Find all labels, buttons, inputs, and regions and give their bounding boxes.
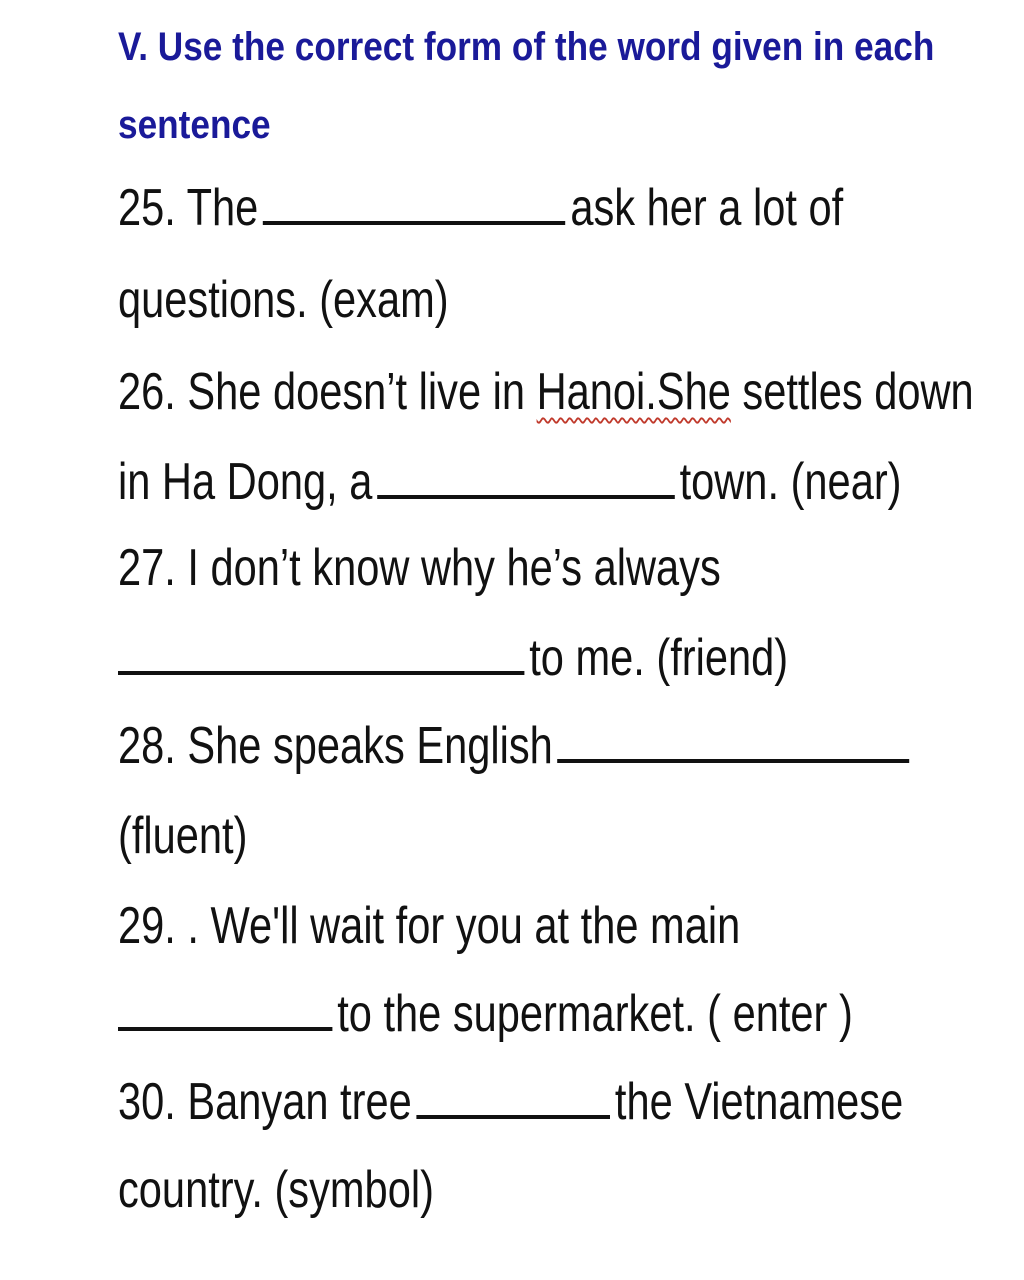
- q25-answer-blank[interactable]: [263, 181, 565, 225]
- question-25-line2: questions. (exam): [118, 271, 449, 329]
- q26-spellcheck-word: Hanoi.She: [536, 363, 731, 421]
- q28-answer-blank[interactable]: [558, 719, 910, 763]
- question-30-line2: country. (symbol): [118, 1161, 434, 1219]
- q30-text-after: the Vietnamese: [614, 1073, 904, 1131]
- question-30-line1: [118, 1058, 903, 1146]
- q27-text-after: to me. (friend): [529, 629, 789, 687]
- question-28-line1: [118, 702, 914, 790]
- question-26-line1: [118, 348, 974, 436]
- q27-answer-blank[interactable]: [118, 631, 524, 675]
- question-27-line1: 27. I don’t know why he’s always: [118, 539, 721, 597]
- q29-answer-blank[interactable]: [118, 987, 332, 1031]
- q29-text-after: to the supermarket. ( enter ): [337, 985, 853, 1043]
- question-27-line2: [118, 614, 788, 702]
- q26-answer-blank[interactable]: [377, 455, 675, 499]
- q26-text-b: settles down: [742, 363, 974, 421]
- question-29-line2: [118, 970, 853, 1058]
- q28-text: 28. She speaks English: [118, 717, 553, 775]
- section-heading-continued: sentence: [118, 103, 271, 147]
- q26-text-after: town. (near): [679, 453, 902, 511]
- q30-text-before: 30. Banyan tree: [118, 1073, 412, 1131]
- q26-text-before: in Ha Dong, a: [118, 453, 373, 511]
- q30-answer-blank[interactable]: [417, 1075, 611, 1119]
- q26-text-a: 26. She doesn’t live in: [118, 363, 526, 421]
- section-heading: V. Use the correct form of the word given in each: [118, 25, 935, 69]
- q25-text-before: 25. The: [118, 179, 259, 237]
- question-28-line2: (fluent): [118, 807, 248, 865]
- question-26-line2: [118, 438, 902, 526]
- q25-text-after: ask her a lot of: [570, 179, 844, 237]
- question-29-line1: 29. . We'll wait for you at the main: [118, 897, 741, 955]
- question-25-line1: [118, 164, 843, 252]
